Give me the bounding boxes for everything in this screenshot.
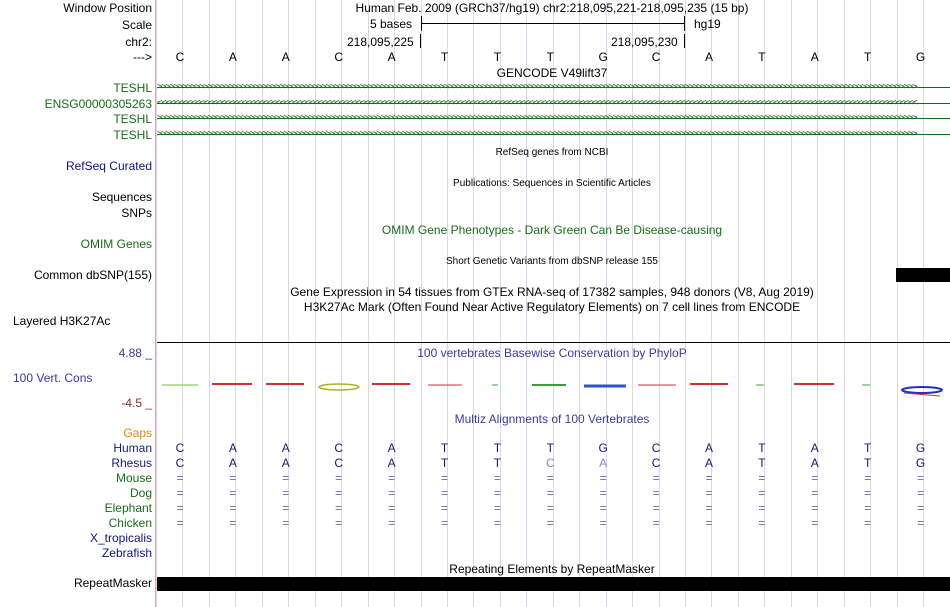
alignment-base: = [440, 471, 448, 485]
alignment-base: T [493, 441, 502, 455]
scale-bar [421, 23, 684, 24]
scale-bar-right-tick [684, 16, 685, 31]
alignment-base: = [440, 501, 448, 515]
species-label[interactable]: Elephant [104, 501, 152, 515]
alignment-base: = [440, 486, 448, 500]
chrom-label: chr2: [125, 35, 152, 49]
base-letter: A [387, 50, 396, 64]
alignment-base: = [652, 486, 660, 500]
alignment-base: = [705, 516, 713, 530]
alignment-base: G [915, 456, 926, 470]
alignment-base: = [599, 471, 607, 485]
scale-label: Scale [121, 18, 152, 32]
alignment-base: = [335, 471, 343, 485]
publications-title[interactable]: Publications: Sequences in Scientific Articles [453, 178, 651, 189]
refseq-label[interactable]: RefSeq Curated [65, 159, 152, 173]
alignment-base: = [176, 501, 184, 515]
alignment-base: = [229, 471, 237, 485]
repeatmasker-label[interactable]: RepeatMasker [73, 576, 152, 590]
alignment-base: T [546, 441, 554, 455]
alignment-base: = [388, 471, 396, 485]
alignment-base: = [599, 516, 607, 530]
dbsnp-label[interactable]: Common dbSNP(155) [33, 268, 152, 282]
base-letter: T [864, 50, 872, 64]
alignment-base: = [811, 516, 819, 530]
track-label-divider [155, 0, 156, 607]
alignment-base: A [704, 441, 713, 455]
dbsnp-title[interactable]: Short Genetic Variants from dbSNP release 155 [446, 256, 658, 267]
alignment-base: = [917, 501, 925, 515]
alignment-base: = [652, 471, 660, 485]
alignment-base: = [811, 501, 819, 515]
refseq-title[interactable]: RefSeq genes from NCBI [495, 147, 609, 158]
alignment-base: = [440, 516, 448, 530]
repeatmasker-element[interactable] [157, 577, 950, 591]
alignment-base: T [493, 456, 502, 470]
alignment-base: = [811, 471, 819, 485]
species-label[interactable]: Zebrafish [101, 546, 152, 560]
alignment-base: C [651, 456, 661, 470]
alignment-base: A [704, 456, 713, 470]
alignment-base: A [281, 441, 290, 455]
base-letter: A [281, 50, 290, 64]
alignment-base: A [228, 456, 237, 470]
alignment-base: = [493, 471, 501, 485]
gaps-label: Gaps [123, 426, 152, 440]
base-letter: C [334, 50, 344, 64]
gene-label[interactable]: TESHL [113, 81, 152, 95]
base-letter: G [915, 50, 926, 64]
alignment-base: C [651, 441, 661, 455]
base-letter: T [493, 50, 502, 64]
alignment-base: A [281, 456, 290, 470]
conservation-ymax: 4.88 _ [118, 346, 152, 360]
alignment-base: = [282, 471, 290, 485]
coord-left: 218,095,225 [347, 35, 414, 49]
alignment-base: T [864, 441, 872, 455]
alignment-base: A [810, 456, 819, 470]
base-letter: T [758, 50, 766, 64]
conservation-signal[interactable] [0, 378, 950, 398]
alignment-base: = [758, 486, 766, 500]
base-letter: C [175, 50, 185, 64]
alignment-base: = [864, 501, 872, 515]
alignment-base: = [652, 516, 660, 530]
alignment-base: = [335, 501, 343, 515]
alignment-base: A [810, 441, 819, 455]
alignment-base: C [175, 456, 185, 470]
multiz-title[interactable]: Multiz Alignments of 100 Vertebrates [454, 412, 650, 426]
phylop-bar [319, 384, 359, 390]
alignment-base: = [599, 486, 607, 500]
alignment-base: = [388, 501, 396, 515]
species-label[interactable]: Rhesus [111, 456, 152, 470]
alignment-base: T [864, 456, 872, 470]
alignment-base: G [598, 441, 608, 455]
alignment-base: = [864, 516, 872, 530]
base-letter: A [228, 50, 237, 64]
snps-label[interactable]: SNPs [121, 206, 152, 220]
alignment-base: A [599, 456, 608, 470]
coord-left-tick [420, 34, 421, 48]
alignment-base: = [282, 501, 290, 515]
alignment-base: = [546, 516, 554, 530]
base-letter: G [598, 50, 608, 64]
alignment-base: = [864, 471, 872, 485]
alignment-base: = [758, 471, 766, 485]
alignment-base: = [335, 486, 343, 500]
gene-label[interactable]: ENSG00000305263 [44, 97, 152, 111]
alignment-base: = [546, 471, 554, 485]
alignment-base: = [493, 516, 501, 530]
alignment-base: = [282, 486, 290, 500]
alignment-base: = [176, 471, 184, 485]
alignment-base: C [334, 441, 344, 455]
conservation-top-border [157, 342, 950, 343]
alignment-base: T [440, 456, 449, 470]
base-letter: C [651, 50, 661, 64]
conservation-ymin: -4.5 _ [121, 396, 152, 410]
assembly-label: hg19 [694, 17, 721, 31]
alignment-base: A [228, 441, 237, 455]
alignment-base: = [176, 516, 184, 530]
alignment-base: = [864, 486, 872, 500]
alignment-base: = [705, 501, 713, 515]
base-letter: T [440, 50, 449, 64]
alignment-base: T [758, 456, 766, 470]
alignment-base: T [440, 441, 449, 455]
alignment-base: = [917, 486, 925, 500]
alignment-base: C [545, 456, 555, 470]
alignment-base: = [599, 501, 607, 515]
species-label[interactable]: Chicken [108, 516, 152, 530]
coord-right: 218,095,230 [611, 35, 678, 49]
species-label[interactable]: Human [113, 441, 152, 455]
alignment-base: C [334, 456, 344, 470]
gencode-title[interactable]: GENCODE V49lift37 [496, 66, 608, 80]
alignment-base: = [229, 486, 237, 500]
gtex-title[interactable]: Gene Expression in 54 tissues from GTEx RNA-seq of 17382 samples, 948 donors (V8, Aug 2019) [290, 285, 814, 299]
publications-label[interactable]: Sequences [91, 190, 152, 204]
alignment-base: = [388, 516, 396, 530]
alignment-base: = [917, 471, 925, 485]
gene-label[interactable]: TESHL [113, 112, 152, 126]
gene-track[interactable]: >>>>>>>>>>>>>>>>>>>>>>>>>>>>>>>>>>>>>>>>>>>>>>>>>>>>>>>>>>>>>>>>>>>>>>>>>>>>>>>>>>>>>>>>>>>>>>>>>>>>>>>>>>>>>>>>>>>>>>>>>>>>>>>>>>>>>>>>>>>>>>>>>>>>>>>>>>>>>>>>>>>>>>>>>>>>>>>>>>>> [157, 82, 950, 93]
dbsnp-variant-block[interactable] [896, 268, 950, 282]
strand-label: ---> [133, 50, 152, 64]
coord-right-tick [684, 34, 685, 48]
alignment-base: = [229, 501, 237, 515]
alignment-base: = [388, 486, 396, 500]
conservation-title[interactable]: 100 vertebrates Basewise Conservation by PhyloP [417, 346, 687, 360]
alignment-base: = [546, 501, 554, 515]
base-letter: T [546, 50, 554, 64]
alignment-base: A [387, 441, 396, 455]
h3k27ac-label[interactable]: Layered H3K27Ac [13, 314, 111, 328]
gene-label[interactable]: TESHL [113, 128, 152, 142]
gene-track[interactable]: <<<<<<<<<<<<<<<<<<<<<<<<<<<<<<<<<<<<<<<<<<<<<<<<<<<<<<<<<<<<<<<<<<<<<<<<<<<<<<<<<<<<<<<<<<<<<<<<<<<<<<<<<<<<<<<<<<<<<<<<<<<<<<<<<<<<<<<<<<<<<<<<<<<<<<<<<<<<<<<<<<<<<<<<<<<<<<<<<<<< [157, 98, 950, 109]
gene-track[interactable]: >>>>>>>>>>>>>>>>>>>>>>>>>>>>>>>>>>>>>>>>>>>>>>>>>>>>>>>>>>>>>>>>>>>>>>>>>>>>>>>>>>>>>>>>>>>>>>>>>>>>>>>>>>>>>>>>>>>>>>>>>>>>>>>>>>>>>>>>>>>>>>>>>>>>>>>>>>>>>>>>>>>>>>>>>>>>>>>>>>>> [157, 129, 950, 140]
repeatmasker-title[interactable]: Repeating Elements by RepeatMasker [449, 562, 655, 576]
alignment-base: C [175, 441, 185, 455]
base-letter: A [810, 50, 819, 64]
window-position-label: Window Position [63, 1, 152, 15]
alignment-base: A [387, 456, 396, 470]
alignment-base: T [758, 441, 766, 455]
omim-label[interactable]: OMIM Genes [80, 237, 152, 251]
species-label[interactable]: Mouse [115, 471, 152, 485]
alignment-base: = [335, 516, 343, 530]
alignment-base: = [758, 516, 766, 530]
alignment-base: = [546, 486, 554, 500]
gene-track[interactable]: >>>>>>>>>>>>>>>>>>>>>>>>>>>>>>>>>>>>>>>>>>>>>>>>>>>>>>>>>>>>>>>>>>>>>>>>>>>>>>>>>>>>>>>>>>>>>>>>>>>>>>>>>>>>>>>>>>>>>>>>>>>>>>>>>>>>>>>>>>>>>>>>>>>>>>>>>>>>>>>>>>>>>>>>>>>>>>>>>>>> [157, 113, 950, 124]
scale-bar-text: 5 bases [370, 17, 413, 31]
alignment-base: = [705, 471, 713, 485]
alignment-base: = [493, 486, 501, 500]
species-label[interactable]: X_tropicalis [89, 531, 152, 545]
alignment-base: = [176, 486, 184, 500]
species-label[interactable]: Dog [129, 486, 152, 500]
h3k27ac-title[interactable]: H3K27Ac Mark (Often Found Near Active Regulatory Elements) on 7 cell lines from ENCODE [303, 300, 801, 314]
alignment-base: = [229, 516, 237, 530]
alignment-base: G [915, 441, 926, 455]
window-position-text[interactable]: Human Feb. 2009 (GRCh37/hg19) chr2:218,095,221-218,095,235 (15 bp) [355, 1, 749, 15]
conservation-label[interactable]: 100 Vert. Cons [13, 371, 93, 385]
base-letter: A [704, 50, 713, 64]
alignment-base: = [282, 516, 290, 530]
alignment-base: = [652, 501, 660, 515]
alignment-base: = [493, 501, 501, 515]
omim-title[interactable]: OMIM Gene Phenotypes - Dark Green Can Be Disease-causing [381, 223, 723, 237]
phylop-bar [902, 387, 942, 393]
alignment-base: = [705, 486, 713, 500]
alignment-base: = [917, 516, 925, 530]
alignment-base: = [811, 486, 819, 500]
alignment-base: = [758, 501, 766, 515]
